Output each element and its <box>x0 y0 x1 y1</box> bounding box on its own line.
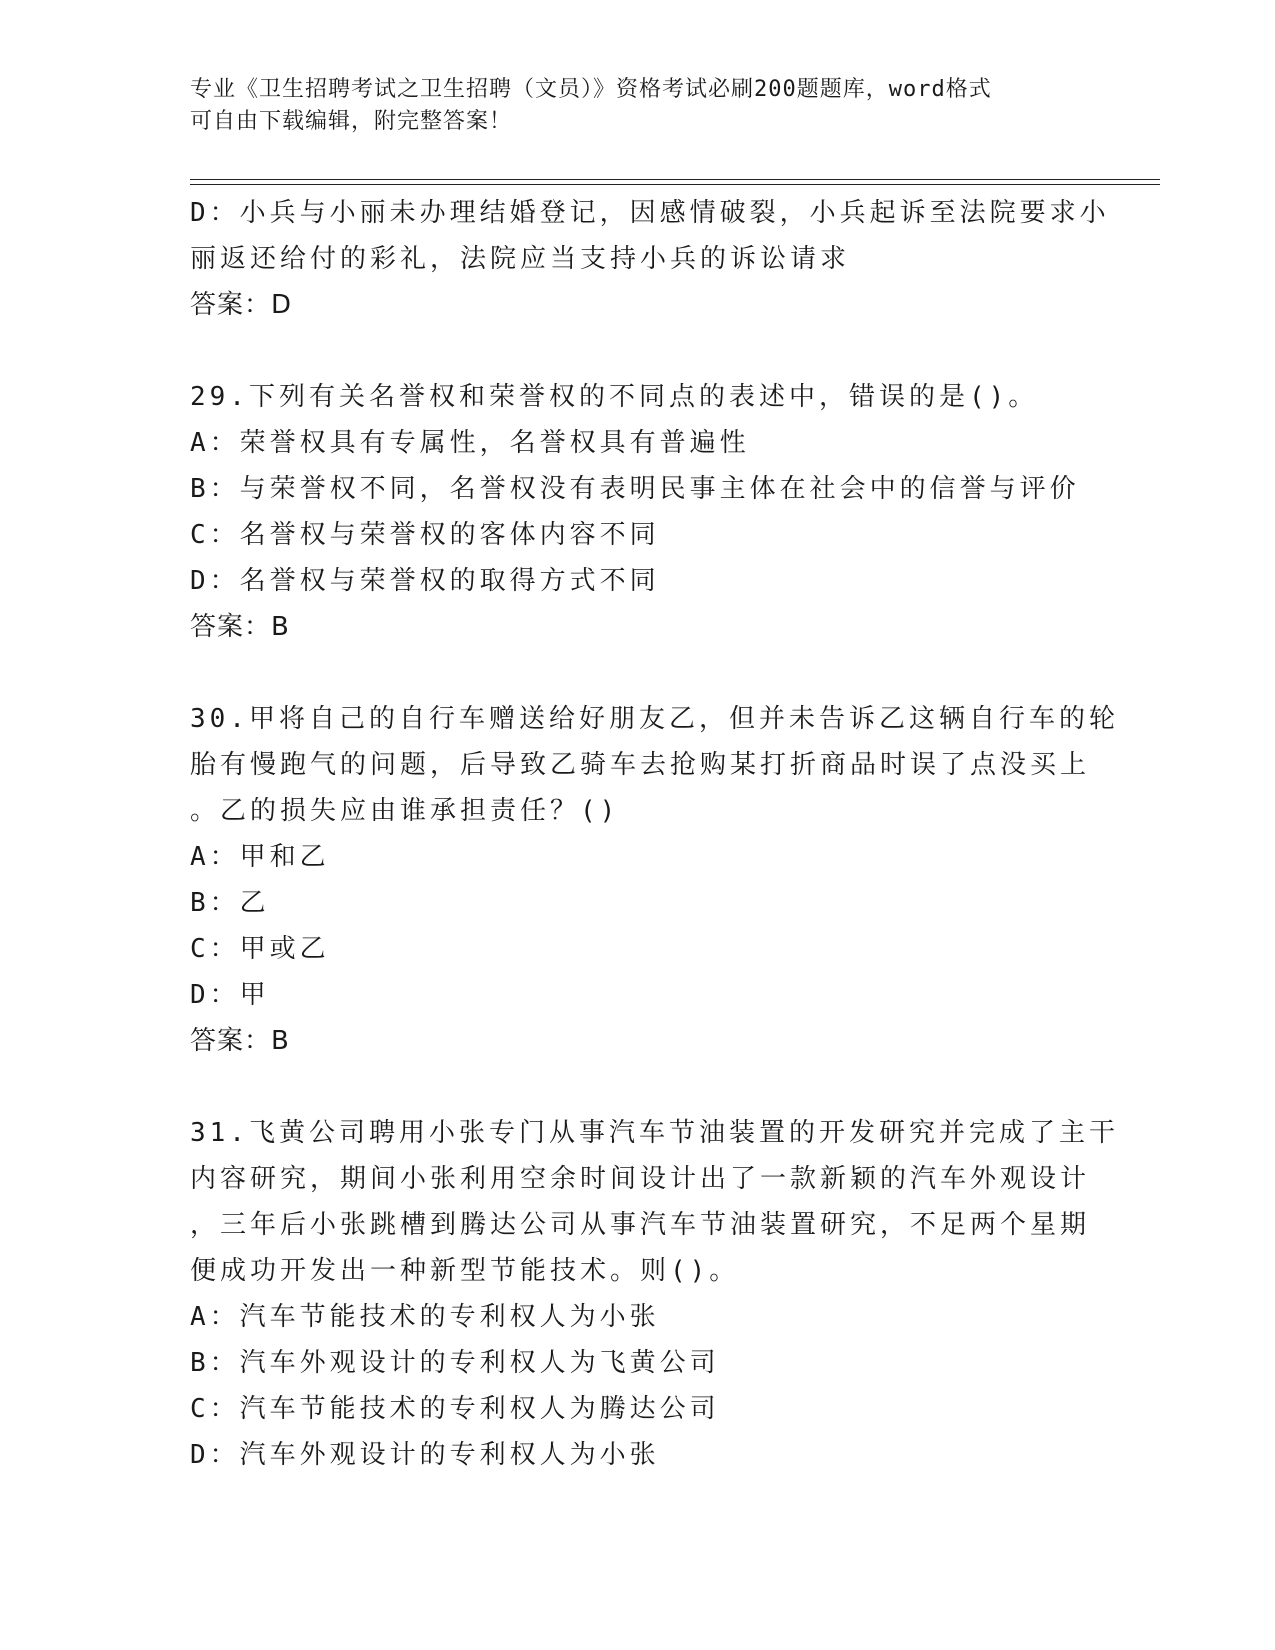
option-a: A：荣誉权具有专属性，名誉权具有普遍性 <box>190 428 750 458</box>
option-c: C：甲或乙 <box>190 934 330 964</box>
option-d-line-2: 丽返还给付的彩礼，法院应当支持小兵的诉讼请求 <box>190 244 851 274</box>
question-content <box>190 190 1119 1478</box>
question-stem-line-2: 内容研究，期间小张利用空余时间设计出了一款新颖的汽车外观设计 <box>190 1164 1091 1194</box>
question-30 <box>190 696 1119 1064</box>
question-stem-line-2: 胎有慢跑气的问题，后导致乙骑车去抢购某打折商品时误了点没买上 <box>190 750 1091 780</box>
option-d: D：甲 <box>190 980 270 1010</box>
header-divider-top <box>190 179 1160 180</box>
option-a: A：甲和乙 <box>190 842 330 872</box>
question-stem-line-3: ，三年后小张跳槽到腾达公司从事汽车节油装置研究，不足两个星期 <box>190 1210 1091 1240</box>
header-line-1: 专业《卫生招聘考试之卫生招聘（文员）》资格考试必刷200题题库，word格式 <box>190 77 992 102</box>
page-header <box>190 74 1090 138</box>
answer-line: 答案：B <box>190 612 290 642</box>
header-line-2: 可自由下载编辑，附完整答案！ <box>190 109 513 134</box>
question-29 <box>190 374 1090 650</box>
option-c: C：名誉权与荣誉权的客体内容不同 <box>190 520 660 550</box>
spacer <box>190 1064 1090 1110</box>
option-d: D：汽车外观设计的专利权人为小张 <box>190 1440 660 1470</box>
question-stem-line-3: 。乙的损失应由谁承担责任？() <box>190 796 620 826</box>
option-b: B：与荣誉权不同，名誉权没有表明民事主体在社会中的信誉与评价 <box>190 474 1080 504</box>
previous-question <box>190 190 1110 328</box>
question-31 <box>190 1110 1119 1478</box>
header-divider-bottom <box>190 184 1160 185</box>
option-d: D：名誉权与荣誉权的取得方式不同 <box>190 566 660 596</box>
answer-line: 答案：D <box>190 290 293 320</box>
question-stem: 29.下列有关名誉权和荣誉权的不同点的表述中，错误的是()。 <box>190 382 1039 412</box>
option-b: B：汽车外观设计的专利权人为飞黄公司 <box>190 1348 720 1378</box>
option-c: C：汽车节能技术的专利权人为腾达公司 <box>190 1394 720 1424</box>
question-stem-line-4: 便成功开发出一种新型节能技术。则()。 <box>190 1256 740 1286</box>
option-a: A：汽车节能技术的专利权人为小张 <box>190 1302 660 1332</box>
spacer <box>190 650 1090 696</box>
option-d-line-1: D：小兵与小丽未办理结婚登记，因感情破裂，小兵起诉至法院要求小 <box>190 198 1110 228</box>
option-b: B：乙 <box>190 888 270 918</box>
answer-line: 答案：B <box>190 1026 290 1056</box>
spacer <box>190 328 1090 374</box>
question-stem-line-1: 30.甲将自己的自行车赠送给好朋友乙，但并未告诉乙这辆自行车的轮 <box>190 704 1119 734</box>
question-stem-line-1: 31.飞黄公司聘用小张专门从事汽车节油装置的开发研究并完成了主干 <box>190 1118 1119 1148</box>
